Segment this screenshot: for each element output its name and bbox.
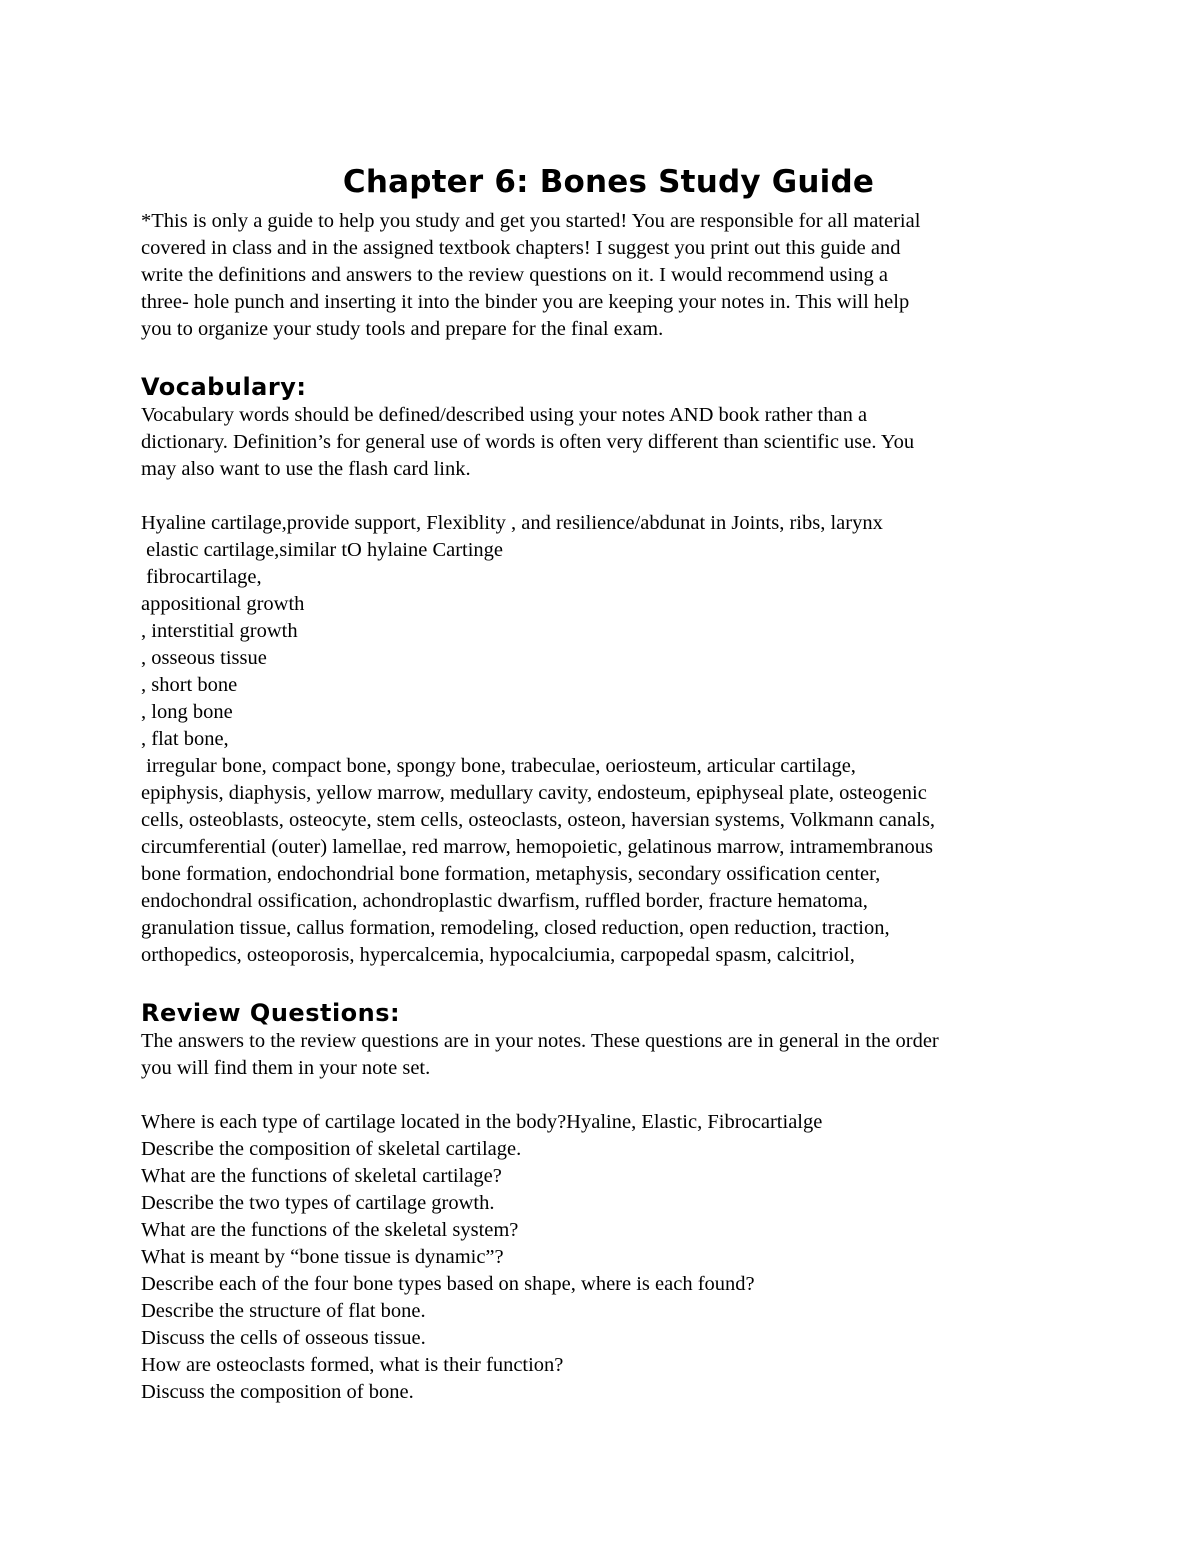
review-question: Describe each of the four bone types based on shape, where is each found? [141,1273,755,1295]
intro-line: covered in class and in the assigned textbook chapters! I suggest you print out this guide and [141,237,901,259]
vocabulary-term-line: , long bone [141,701,233,723]
spacer [141,483,1076,510]
review-question: Where is each type of cartilage located in the body?Hyaline, Elastic, Fibrocartialge [141,1111,823,1133]
intro-paragraph [141,208,1076,343]
review-questions-heading: Review Questions: [141,999,401,1027]
vocabulary-term-line: , flat bone, [141,728,229,750]
vocabulary-term-line: epiphysis, diaphysis, yellow marrow, medullary cavity, endosteum, epiphyseal plate, osteogenic [141,782,927,804]
vocabulary-term-line: appositional growth [141,593,305,615]
spacer [141,969,1076,998]
intro-line: write the definitions and answers to the review questions on it. I would recommend using a [141,264,888,286]
vocabulary-description-line: dictionary. Definition’s for general use of words is often very different than scientific use. You [141,431,915,453]
vocabulary-description-line: may also want to use the flash card link. [141,458,471,480]
review-question: How are osteoclasts formed, what is their function? [141,1354,564,1376]
vocabulary-term-line: bone formation, endochondrial bone formation, metaphysis, secondary ossification center, [141,863,881,885]
vocabulary-terms [141,510,1076,969]
review-description-line: The answers to the review questions are in your notes. These questions are in general in the order [141,1030,939,1052]
intro-line: *This is only a guide to help you study and get you started! You are responsible for all material [141,210,921,232]
vocabulary-term-line: Hyaline cartilage,provide support, Flexiblity , and resilience/abdunat in Joints, ribs, larynx [141,512,883,534]
review-description-line: you will find them in your note set. [141,1057,431,1079]
page-title: Chapter 6: Bones Study Guide [342,164,875,200]
review-question-list [141,1109,1076,1406]
vocabulary-term-line: endochondral ossification, achondroplastic dwarfism, ruffled border, fracture hematoma, [141,890,868,912]
vocabulary-term-line [141,537,1076,564]
review-question: What are the functions of skeletal cartilage? [141,1165,502,1187]
spacer [141,1082,1076,1109]
vocabulary-term-text: elastic cartilage,similar tO hylaine Cartinge [141,539,504,561]
vocabulary-term-line: , interstitial growth [141,620,298,642]
spacer [141,343,1076,372]
vocabulary-description [141,402,1076,483]
vocabulary-term-line: fibrocartilage, [141,566,262,588]
vocabulary-term-line: , osseous tissue [141,647,267,669]
intro-line: you to organize your study tools and prepare for the final exam. [141,318,664,340]
review-question: What is meant by “bone tissue is dynamic”? [141,1246,504,1268]
document-page [141,160,1076,1406]
vocabulary-term-line: circumferential (outer) lamellae, red marrow, hemopoietic, gelatinous marrow, intramembranous [141,836,933,858]
review-question: What are the functions of the skeletal system? [141,1219,519,1241]
vocabulary-term-line: , short bone [141,674,238,696]
vocabulary-term-line: granulation tissue, callus formation, remodeling, closed reduction, open reduction, traction, [141,917,890,939]
review-question: Describe the structure of flat bone. [141,1300,426,1322]
vocabulary-term-line: irregular bone, compact bone, spongy bone, trabeculae, oeriosteum, articular cartilage, [141,755,856,777]
vocabulary-heading: Vocabulary: [141,373,307,401]
vocabulary-term-line: cells, osteoblasts, osteocyte, stem cells, osteoclasts, osteon, haversian systems, Volkmann canals, [141,809,936,831]
vocabulary-term-line: orthopedics, osteoporosis, hypercalcemia, hypocalciumia, carpopedal spasm, calcitriol, [141,944,855,966]
review-question: Discuss the cells of osseous tissue. [141,1327,426,1349]
review-question: Describe the two types of cartilage growth. [141,1192,495,1214]
review-question: Discuss the composition of bone. [141,1381,414,1403]
vocabulary-description-line: Vocabulary words should be defined/described using your notes AND book rather than a [141,404,868,426]
review-question: Describe the composition of skeletal cartilage. [141,1138,522,1160]
review-description [141,1028,1076,1082]
intro-line: three- hole punch and inserting it into the binder you are keeping your notes in. This will help [141,291,910,313]
